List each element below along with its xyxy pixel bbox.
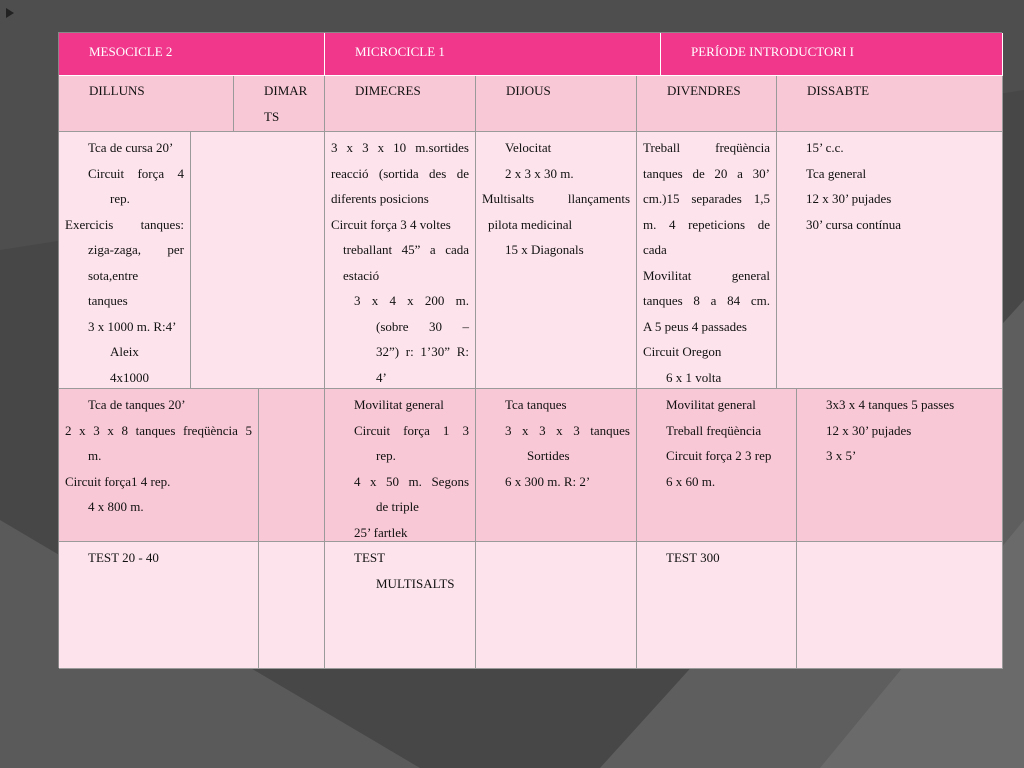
row3-dimecres: TEST MULTISALTS (325, 542, 476, 669)
header-microcicle: MICROCICLE 1 (325, 33, 661, 76)
row1-divendres: Treball freqüència tanques de 20 a 30’ cm.)15 separades 1,5 m. 4 repeticions de cada Movilitat general tanques 8 a 84 cm. A 5 peus 4 passades Circuit Oregon 6 x 1 volta (637, 132, 777, 389)
row1-dijous: Velocitat 2 x 3 x 30 m. Multisalts llançaments pilota medicinal 15 x Diagonals (476, 132, 637, 389)
slide-bullet-icon (6, 8, 14, 18)
row1-dissabte: 15’ c.c. Tca general 12 x 30’ pujades 30’ cursa contínua (777, 132, 1003, 389)
row3-dijous (476, 542, 637, 669)
row1-dimecres: 3 x 3 x 10 m.sortides reacció (sortida des de diferents posicions Circuit força 3 4 voltes treballant 45” a cada estació 3 x 4 x 200 m. (sobre 30 – 32”) r: 1’30” R: 4’ (325, 132, 476, 389)
day-dijous: DIJOUS (476, 76, 637, 132)
day-dissabte: DISSABTE (777, 76, 1003, 132)
day-dilluns: DILLUNS (59, 76, 234, 132)
row2-dilluns: Tca de tanques 20’ 2 x 3 x 8 tanques freqüència 5 m. Circuit força1 4 rep. 4 x 800 m. (59, 389, 259, 542)
row3-dilluns: TEST 20 - 40 (59, 542, 259, 669)
row2-dijous: Tca tanques 3 x 3 x 3 tanques Sortides 6 x 300 m. R: 2’ (476, 389, 637, 542)
day-dimarts: DIMAR TS (234, 76, 325, 132)
row2-dimecres: Movilitat general Circuit força 1 3 rep. 4 x 50 m. Segons de triple 25’ fartlek (325, 389, 476, 542)
day-divendres: DIVENDRES (637, 76, 777, 132)
row2-dimarts (259, 389, 325, 542)
row1-dimarts (191, 132, 325, 389)
row2-dissabte: 3x3 x 4 tanques 5 passes 12 x 30’ pujades 3 x 5’ (797, 389, 1003, 542)
training-table (58, 32, 1002, 668)
header-periode: PERÍODE INTRODUCTORI I (661, 33, 1003, 76)
row3-dimarts (259, 542, 325, 669)
row1-dilluns: Tca de cursa 20’ Circuit força 4 rep. Exercicis tanques: ziga-zaga, per sota,entre tanques 3 x 1000 m. R:4’ Aleix 4x1000 (59, 132, 191, 389)
header-mesocicle: MESOCICLE 2 (59, 33, 325, 76)
row2-divendres: Movilitat general Treball freqüència Circuit força 2 3 rep 6 x 60 m. (637, 389, 797, 542)
row3-divendres: TEST 300 (637, 542, 797, 669)
row3-dissabte (797, 542, 1003, 669)
day-dimecres: DIMECRES (325, 76, 476, 132)
